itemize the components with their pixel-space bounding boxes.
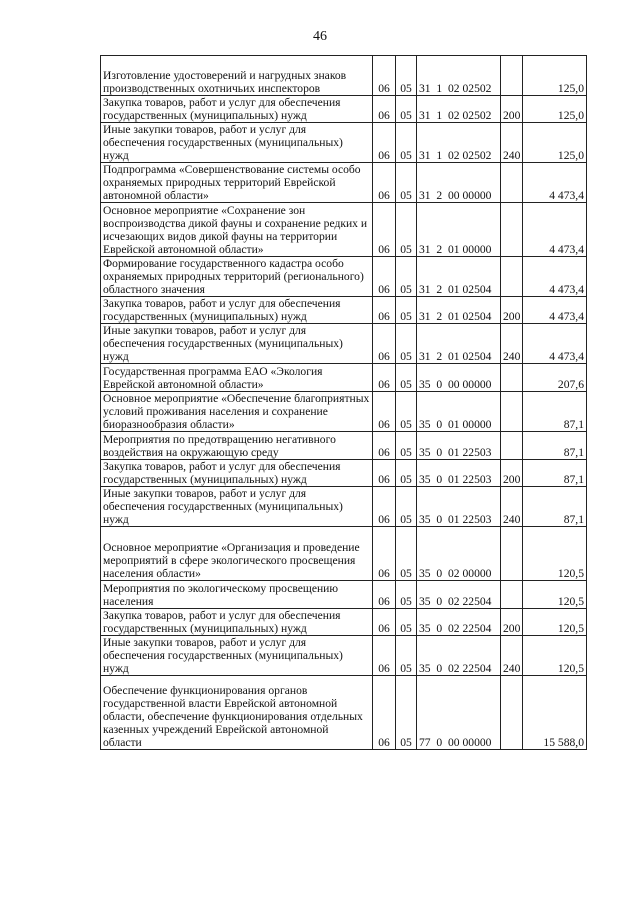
subsection-code: 05 (396, 527, 417, 581)
expense-type-code: 240 (501, 123, 523, 163)
table-row (101, 636, 587, 676)
item-name: Основное мероприятие «Организация и проведение мероприятий в сфере экологического просвещения населения области» (101, 527, 373, 581)
table-row (101, 123, 587, 163)
subsection-code: 05 (396, 324, 417, 364)
subsection-code: 05 (396, 460, 417, 487)
section-code: 06 (373, 392, 396, 432)
expense-type-code (501, 203, 523, 257)
item-name: Государственная программа ЕАО «Экология Еврейской автономной области» (101, 364, 373, 392)
target-article-code: 31 2 01 02504 (417, 297, 501, 324)
subsection-code: 05 (396, 163, 417, 203)
expense-type-code: 240 (501, 487, 523, 527)
section-code: 06 (373, 609, 396, 636)
section-code: 06 (373, 203, 396, 257)
item-name: Закупка товаров, работ и услуг для обеспечения государственных (муниципальных) нужд (101, 96, 373, 123)
expense-type-code (501, 676, 523, 750)
section-code: 06 (373, 487, 396, 527)
target-article-code: 35 0 02 22504 (417, 609, 501, 636)
expense-type-code (501, 392, 523, 432)
amount: 207,6 (523, 364, 587, 392)
table-row (101, 324, 587, 364)
subsection-code: 05 (396, 581, 417, 609)
table-row (101, 364, 587, 392)
target-article-code: 35 0 02 22504 (417, 581, 501, 609)
amount: 4 473,4 (523, 297, 587, 324)
table-row (101, 487, 587, 527)
subsection-code: 05 (396, 297, 417, 324)
target-article-code: 35 0 02 22504 (417, 636, 501, 676)
amount: 87,1 (523, 487, 587, 527)
subsection-code: 05 (396, 392, 417, 432)
expense-type-code (501, 432, 523, 460)
target-article-code: 35 0 01 22503 (417, 432, 501, 460)
table-row (101, 460, 587, 487)
item-name: Иные закупки товаров, работ и услуг для обеспечения государственных (муниципальных) нужд (101, 324, 373, 364)
item-name: Формирование государственного кадастра особо охраняемых природных территорий (регионального) областного значения (101, 257, 373, 297)
amount: 120,5 (523, 636, 587, 676)
section-code: 06 (373, 96, 396, 123)
budget-table (100, 55, 587, 750)
subsection-code: 05 (396, 636, 417, 676)
table-row (101, 96, 587, 123)
expense-type-code: 200 (501, 297, 523, 324)
target-article-code: 31 1 02 02502 (417, 56, 501, 96)
item-name: Обеспечение функционирования органов государственной власти Еврейской автономной области, обеспечение функционирования отдельных казенных учреждений Еврейской автономной области (101, 676, 373, 750)
section-code: 06 (373, 636, 396, 676)
subsection-code: 05 (396, 432, 417, 460)
amount: 125,0 (523, 123, 587, 163)
amount: 125,0 (523, 56, 587, 96)
table-row (101, 297, 587, 324)
table-row (101, 609, 587, 636)
amount: 4 473,4 (523, 203, 587, 257)
section-code: 06 (373, 324, 396, 364)
amount: 4 473,4 (523, 324, 587, 364)
table-row (101, 581, 587, 609)
expense-type-code: 200 (501, 609, 523, 636)
subsection-code: 05 (396, 676, 417, 750)
expense-type-code (501, 163, 523, 203)
table-row (101, 676, 587, 750)
expense-type-code (501, 56, 523, 96)
amount: 87,1 (523, 432, 587, 460)
subsection-code: 05 (396, 364, 417, 392)
target-article-code: 77 0 00 00000 (417, 676, 501, 750)
item-name: Закупка товаров, работ и услуг для обеспечения государственных (муниципальных) нужд (101, 609, 373, 636)
table-row (101, 56, 587, 96)
item-name: Закупка товаров, работ и услуг для обеспечения государственных (муниципальных) нужд (101, 460, 373, 487)
amount: 120,5 (523, 581, 587, 609)
item-name: Основное мероприятие «Обеспечение благоприятных условий проживания населения и сохранение биоразнообразия области» (101, 392, 373, 432)
subsection-code: 05 (396, 487, 417, 527)
section-code: 06 (373, 56, 396, 96)
section-code: 06 (373, 581, 396, 609)
subsection-code: 05 (396, 123, 417, 163)
table-row (101, 527, 587, 581)
table-row (101, 392, 587, 432)
item-name: Изготовление удостоверений и нагрудных знаков производственных охотничьих инспекторов (101, 56, 373, 96)
expense-type-code: 200 (501, 96, 523, 123)
item-name: Мероприятия по предотвращению негативного воздействия на окружающую среду (101, 432, 373, 460)
subsection-code: 05 (396, 257, 417, 297)
table-row (101, 203, 587, 257)
item-name: Закупка товаров, работ и услуг для обеспечения государственных (муниципальных) нужд (101, 297, 373, 324)
target-article-code: 31 2 01 02504 (417, 257, 501, 297)
table-row (101, 257, 587, 297)
page-number: 46 (313, 29, 327, 44)
section-code: 06 (373, 364, 396, 392)
amount: 15 588,0 (523, 676, 587, 750)
section-code: 06 (373, 676, 396, 750)
target-article-code: 35 0 02 00000 (417, 527, 501, 581)
expense-type-code: 240 (501, 324, 523, 364)
expense-type-code (501, 581, 523, 609)
table-row (101, 163, 587, 203)
target-article-code: 35 0 01 22503 (417, 460, 501, 487)
item-name: Иные закупки товаров, работ и услуг для обеспечения государственных (муниципальных) нужд (101, 636, 373, 676)
section-code: 06 (373, 257, 396, 297)
item-name: Подпрограмма «Совершенствование системы особо охраняемых природных территорий Еврейской автономной области» (101, 163, 373, 203)
subsection-code: 05 (396, 56, 417, 96)
section-code: 06 (373, 163, 396, 203)
target-article-code: 31 2 00 00000 (417, 163, 501, 203)
amount: 87,1 (523, 392, 587, 432)
target-article-code: 31 1 02 02502 (417, 96, 501, 123)
amount: 4 473,4 (523, 257, 587, 297)
item-name: Иные закупки товаров, работ и услуг для обеспечения государственных (муниципальных) нужд (101, 487, 373, 527)
item-name: Мероприятия по экологическому просвещению населения (101, 581, 373, 609)
amount: 87,1 (523, 460, 587, 487)
item-name: Основное мероприятие «Сохранение зон воспроизводства дикой фауны и сохранение редких и исчезающих видов дикой фауны на территории Еврейской автономной области» (101, 203, 373, 257)
budget-table-body (101, 56, 587, 750)
amount: 4 473,4 (523, 163, 587, 203)
target-article-code: 35 0 01 00000 (417, 392, 501, 432)
section-code: 06 (373, 432, 396, 460)
section-code: 06 (373, 123, 396, 163)
subsection-code: 05 (396, 609, 417, 636)
section-code: 06 (373, 460, 396, 487)
section-code: 06 (373, 527, 396, 581)
target-article-code: 31 2 01 00000 (417, 203, 501, 257)
expense-type-code: 200 (501, 460, 523, 487)
section-code: 06 (373, 297, 396, 324)
item-name: Иные закупки товаров, работ и услуг для обеспечения государственных (муниципальных) нужд (101, 123, 373, 163)
amount: 120,5 (523, 609, 587, 636)
target-article-code: 31 2 01 02504 (417, 324, 501, 364)
expense-type-code: 240 (501, 636, 523, 676)
target-article-code: 35 0 01 22503 (417, 487, 501, 527)
expense-type-code (501, 364, 523, 392)
amount: 120,5 (523, 527, 587, 581)
subsection-code: 05 (396, 96, 417, 123)
target-article-code: 35 0 00 00000 (417, 364, 501, 392)
amount: 125,0 (523, 96, 587, 123)
expense-type-code (501, 527, 523, 581)
expense-type-code (501, 257, 523, 297)
target-article-code: 31 1 02 02502 (417, 123, 501, 163)
subsection-code: 05 (396, 203, 417, 257)
table-row (101, 432, 587, 460)
